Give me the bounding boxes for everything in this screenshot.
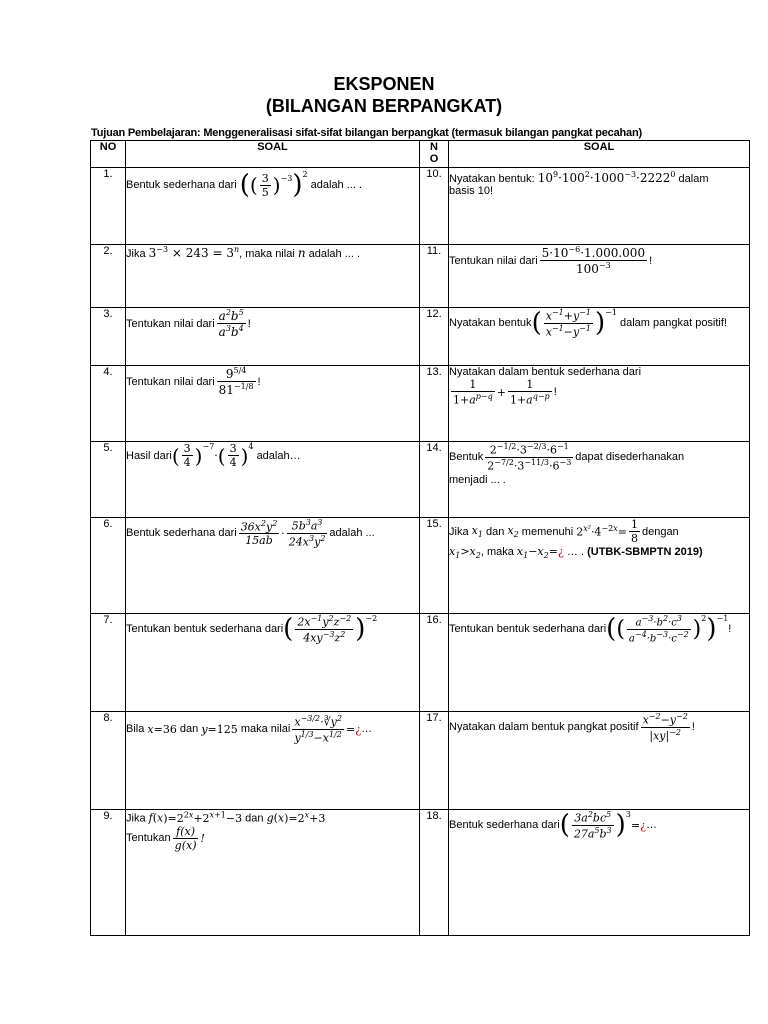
question-number: 17. bbox=[420, 712, 449, 810]
question-10: Nyatakan bentuk: $10^9\cdot 100^2\cdot 1000^{-3}\cdot 2222^0$ dalam basis 10! bbox=[449, 168, 750, 245]
question-number: 8. bbox=[91, 712, 126, 810]
question-5: Hasil dari ( $\frac{3}{4}$ ) $^{-7}$ · ( $\frac{3}{4}$ ) $^4$ adalah… bbox=[126, 442, 420, 518]
question-number: 14. bbox=[420, 442, 449, 518]
question-number: 16. bbox=[420, 614, 449, 712]
question-12: Nyatakan bentuk ( $\frac{x^{-1}+y^{-1}}{x^{-1}-y^{-1}}$ ) $^{-1}$ dalam pangkat positif! bbox=[449, 308, 750, 366]
header-soal: SOAL bbox=[126, 141, 420, 168]
question-number: 10. bbox=[420, 168, 449, 245]
question-number: 1. bbox=[91, 168, 126, 245]
question-number: 6. bbox=[91, 518, 126, 614]
question-7: Tentukan bentuk sederhana dari ( $\frac{2x^{-1}y^2z^{-2}}{4xy^{-3}z^2}$ ) $^{-2}$ bbox=[126, 614, 420, 712]
table-header-row bbox=[91, 141, 750, 168]
learning-objective: Tujuan Pembelajaran: Menggeneralisasi sifat-sifat bilangan berpangkat (termasuk bilangan pangkat pecahan) bbox=[91, 127, 642, 139]
header-soal-2: SOAL bbox=[449, 141, 750, 168]
question-table bbox=[90, 140, 750, 936]
question-number: 15. bbox=[420, 518, 449, 614]
question-number: 12. bbox=[420, 308, 449, 366]
question-4: Tentukan nilai dari $\frac{9^{5/4}}{81^{-1/8}}$ ! bbox=[126, 366, 420, 442]
question-13: Nyatakan dalam bentuk sederhana dari $\frac{1}{1+a^{p-q}}$ + $\frac{1}{1+a^{q-p}}$ ! bbox=[449, 366, 750, 442]
question-number: 3. bbox=[91, 308, 126, 366]
question-number: 4. bbox=[91, 366, 126, 442]
table-row bbox=[91, 168, 750, 245]
page-title: EKSPONEN bbox=[333, 74, 435, 94]
question-number: 13. bbox=[420, 366, 449, 442]
table-row bbox=[91, 518, 750, 614]
question-6: Bentuk sederhana dari $\frac{36x^2y^2}{15ab}$ · $\frac{5b^3a^3}{24x^3y^2}$ adalah ... bbox=[126, 518, 420, 614]
question-number: 18. bbox=[420, 810, 449, 936]
question-9: Jika $f(x)=2^{2x}+2^{x+1}-3$ dan $g(x)=2^x+3$ Tentukan $\frac{f(x)}{g(x)}$ ! bbox=[126, 810, 420, 936]
question-number: 9. bbox=[91, 810, 126, 936]
question-16: Tentukan bentuk sederhana dari ( ( $\frac{a^{-3}\cdot b^2\cdot c^3}{a^{-4}\cdot b^{-3}\cdot c^{-2}}$ ) $^2$ ) $^{-1}$ ! bbox=[449, 614, 750, 712]
question-2: Jika $3^{-3} \times 243 = 3^n$, maka nilai n adalah ... . bbox=[126, 245, 420, 308]
question-8: Bila x= 36 dan y= 125 maka nilai $\frac{x^{-3/2}\cdot∛y^2}{y^{1/3}-x^{1/2}}$ = ¿ … bbox=[126, 712, 420, 810]
table-row bbox=[91, 442, 750, 518]
table-row bbox=[91, 712, 750, 810]
question-number: 7. bbox=[91, 614, 126, 712]
table-row bbox=[91, 366, 750, 442]
question-11: Tentukan nilai dari $\frac{5\cdot 10^{-6}\cdot 1.000.000}{100^{-3}}$ ! bbox=[449, 245, 750, 308]
question-3: Tentukan nilai dari $\frac{a^2b^5}{a^3b^4}$ ! bbox=[126, 308, 420, 366]
page-subtitle: (BILANGAN BERPANGKAT) bbox=[265, 96, 503, 116]
question-18: Bentuk sederhana dari ( $\frac{3a^2bc^5}{27a^5b^3}$ ) $^3$ = ¿ … bbox=[449, 810, 750, 936]
question-number: 5. bbox=[91, 442, 126, 518]
header-no-2: N O bbox=[420, 141, 449, 168]
question-number: 2. bbox=[91, 245, 126, 308]
table-row bbox=[91, 308, 750, 366]
table-row bbox=[91, 810, 750, 936]
question-number: 11. bbox=[420, 245, 449, 308]
table-row bbox=[91, 614, 750, 712]
question-15: Jika $x_1$ dan $x_2$ memenuhi $2^{x^2}\cdot 4^{-2x}=$ $\frac{1}{8}$ dengan $x_1>x_2$, maka $x_1-x_2=¿$ … . (UTBK-SBMPTN 2019) bbox=[449, 518, 750, 614]
table-row bbox=[91, 245, 750, 308]
question-17: Nyatakan dalam bentuk pangkat positif $\frac{x^{-2}-y^{-2}}{|xy|^{-2}}$ ! bbox=[449, 712, 750, 810]
question-14: Bentuk $\frac{2^{-1/2}\cdot 3^{-2/3}\cdot 6^{-1}}{2^{-7/2}\cdot 3^{-11/3}\cdot 6^{-3}}$ dapat disederhanakan menjadi ... . bbox=[449, 442, 750, 518]
header-no: NO bbox=[91, 141, 126, 168]
question-1: Bentuk sederhana dari ( ( $\frac{3}{5}$ ) $^{-3}$ ) $^2$ adalah ... . bbox=[126, 168, 420, 245]
